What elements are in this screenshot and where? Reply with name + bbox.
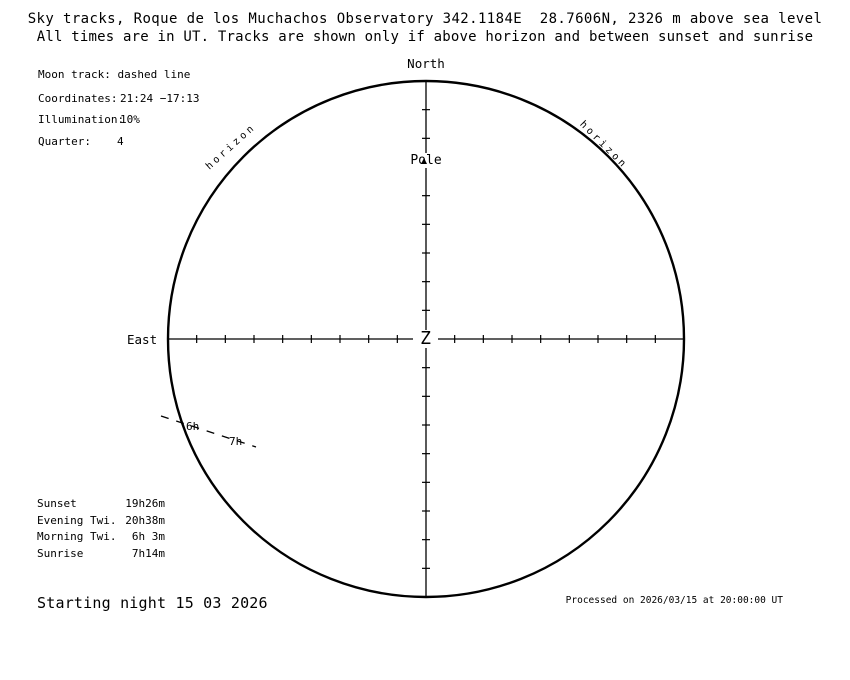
pole-marker-icon	[421, 158, 427, 164]
evening-twilight-label: Evening Twi.	[37, 514, 117, 527]
moon-illumination-label: Illumination:	[38, 113, 125, 126]
north-label: North	[407, 56, 445, 71]
moon-coordinates-label: Coordinates:	[38, 92, 118, 105]
horizon-label-left: horizon	[204, 121, 259, 173]
page-title: Sky tracks, Roque de los Muchachos Observatory 342.1184E 28.7606N, 2326 m above sea level	[27, 11, 823, 27]
moon-track-heading: Moon track: dashed line	[38, 68, 191, 81]
sunrise-label: Sunrise	[37, 547, 84, 560]
morning-twilight-label: Morning Twi.	[37, 530, 117, 543]
processed-timestamp: Processed on 2026/03/15 at 20:00:00 UT	[565, 595, 783, 606]
sunrise-value: 7h14m	[131, 547, 165, 560]
horizon-label-right: horizon	[577, 119, 630, 172]
sunset-value: 19h26m	[125, 497, 165, 510]
page-subtitle: All times are in UT. Tracks are shown only if above horizon and between sunset and sunrise	[36, 29, 814, 45]
moon-quarter-label: Quarter:	[38, 135, 91, 148]
sunset-label: Sunset	[37, 497, 77, 510]
east-label: East	[127, 332, 158, 347]
evening-twilight-value: 20h38m	[125, 514, 165, 527]
moon-track-hour-label-7h: 7h	[229, 435, 243, 448]
pole-label: Pole	[410, 153, 442, 168]
moon-track-hour-label-6h: 6h	[186, 420, 200, 433]
zenith-label: Z	[413, 330, 438, 348]
moon-coordinates-value: 21:24 −17:13	[120, 92, 200, 105]
moon-quarter-value: 4	[117, 135, 124, 148]
starting-night-text: Starting night 15 03 2026	[37, 594, 268, 612]
morning-twilight-value: 6h 3m	[131, 530, 165, 543]
moon-illumination-value: 10%	[120, 113, 140, 126]
